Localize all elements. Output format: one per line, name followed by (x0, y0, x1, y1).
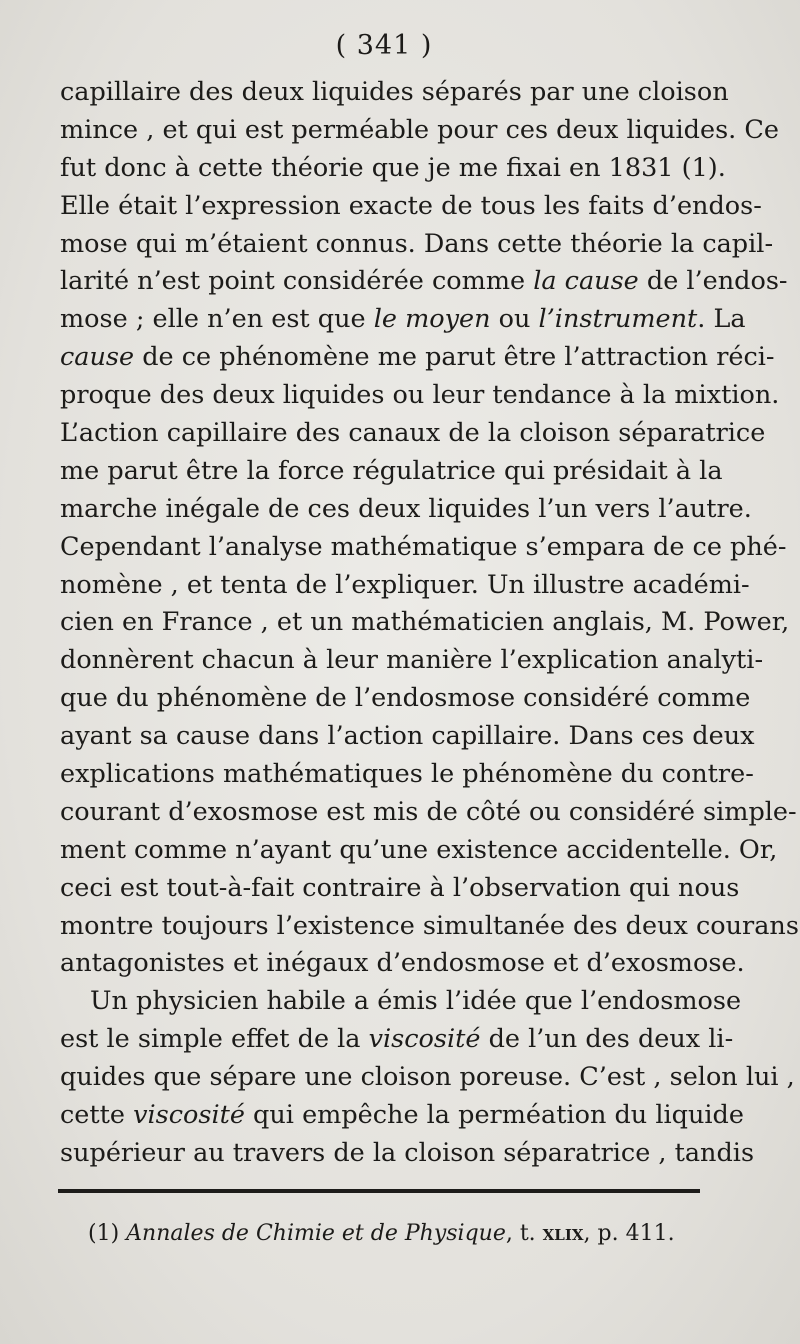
text-segment: nomène , et tenta de l’expliquer. Un illustre académi- (60, 569, 750, 600)
text-segment: ceci est tout-à-fait contraire à l’observation qui nous (60, 872, 740, 903)
text-line (60, 870, 740, 908)
text-line (60, 832, 778, 870)
footnote-marker: (1) (88, 1221, 120, 1246)
text-segment: quides que sépare une cloison poreuse. C’est , selon lui , (60, 1062, 795, 1093)
text-segment: montre toujours l’existence simultanée des deux courans (60, 910, 799, 941)
text-line (60, 642, 764, 680)
body-text (60, 74, 799, 1173)
text-line (60, 339, 775, 377)
text-line (60, 453, 723, 491)
text-segment: de ce phénomène me parut être l’attraction réci- (134, 342, 775, 373)
text-line (60, 1021, 734, 1059)
text-segment: qui empêche la perméation du liquide (244, 1100, 744, 1131)
text-segment: fut donc à cette théorie que je me fixai en 1831 (1). (60, 152, 726, 183)
text-segment: capillaire des deux liquides séparés par une cloison (60, 77, 729, 107)
text-segment: de l’un des deux li- (480, 1024, 734, 1055)
text-segment: proque des deux liquides ou leur tendance à la mixtion. (60, 380, 780, 411)
text-segment: mose qui m’étaient connus. Dans cette théorie la capil- (60, 228, 774, 259)
text-line (60, 794, 797, 832)
text-segment: antagonistes et inégaux d’endosmose et d’exosmose. (60, 948, 745, 979)
text-segment: Elle était l’expression exacte de tous les faits d’endos- (60, 190, 762, 221)
footnote-volume: xlix (542, 1220, 584, 1246)
italic-text: viscosité (368, 1024, 481, 1055)
text-segment: donnèrent chacun à leur manière l’explication analyti- (60, 645, 764, 676)
text-line (60, 188, 762, 226)
text-line (60, 604, 790, 642)
text-segment: que du phénomène de l’endosmose considéré comme (60, 683, 751, 714)
text-segment: L’action capillaire des canaux de la cloison séparatrice (60, 418, 766, 449)
paragraph-2 (60, 983, 795, 1172)
footnote-journal: Annales de Chimie et de Physique (126, 1221, 506, 1246)
italic-text: cause (60, 342, 135, 373)
footnote-volume-prefix: , t. (505, 1221, 543, 1246)
footnote-page-ref: , p. 411. (583, 1221, 675, 1246)
text-segment: supérieur au travers de la cloison séparatrice , tandis (60, 1137, 755, 1168)
italic-text: la cause (533, 266, 639, 297)
text-line (60, 1097, 744, 1135)
text-segment: cien en France , et un mathématicien anglais, M. Power, (60, 607, 790, 638)
text-line (60, 718, 755, 756)
text-line (60, 301, 746, 339)
text-segment: est le simple effet de la (60, 1024, 369, 1055)
text-line (60, 945, 745, 983)
text-segment: mince , et qui est perméable pour ces deux liquides. Ce (60, 114, 779, 145)
italic-text: l’instrument (538, 304, 698, 335)
text-segment: . La (697, 304, 746, 335)
text-line (60, 226, 774, 264)
text-segment: de l’endos- (638, 266, 788, 297)
text-segment: mose ; elle n’en est que (60, 304, 374, 335)
text-segment: marche inégale de ces deux liquides l’un vers l’autre. (60, 493, 752, 524)
text-line (60, 983, 742, 1021)
text-line (60, 377, 780, 415)
text-segment: explications mathématiques le phénomène du contre- (60, 759, 754, 790)
text-line (60, 491, 752, 529)
text-line (60, 756, 754, 794)
text-segment: me parut être la force régulatrice qui présidait à la (60, 455, 723, 486)
text-line (60, 567, 750, 605)
text-line (60, 415, 766, 453)
text-segment: ment comme n’ayant qu’une existence accidentelle. Or, (60, 834, 778, 865)
text-line (60, 74, 729, 112)
text-line (60, 680, 751, 718)
italic-text: viscosité (133, 1100, 245, 1131)
text-segment: larité n’est point considérée comme (60, 266, 534, 297)
text-segment: Cependant l’analyse mathématique s’empara de ce phé- (60, 531, 787, 562)
text-segment: courant d’exosmose est mis de côté ou considéré simple- (60, 796, 797, 827)
text-line (60, 263, 788, 301)
text-segment: cette (60, 1100, 134, 1131)
text-line (60, 1135, 755, 1173)
page-number: ( 341 ) (335, 30, 433, 61)
text-segment: ayant sa cause dans l’action capillaire. Dans ces deux (60, 721, 755, 752)
paragraph-1 (60, 74, 799, 983)
text-segment: Un physicien habile a émis l’idée que l’endosmose (90, 986, 742, 1017)
text-line (60, 529, 787, 567)
text-line (60, 150, 726, 188)
text-line (60, 112, 779, 150)
footnote-rule (58, 1189, 700, 1193)
text-line (60, 908, 799, 946)
footnote (88, 1220, 675, 1246)
text-line (60, 1059, 795, 1097)
italic-text: le moyen (373, 304, 491, 335)
text-segment: ou (490, 304, 539, 335)
